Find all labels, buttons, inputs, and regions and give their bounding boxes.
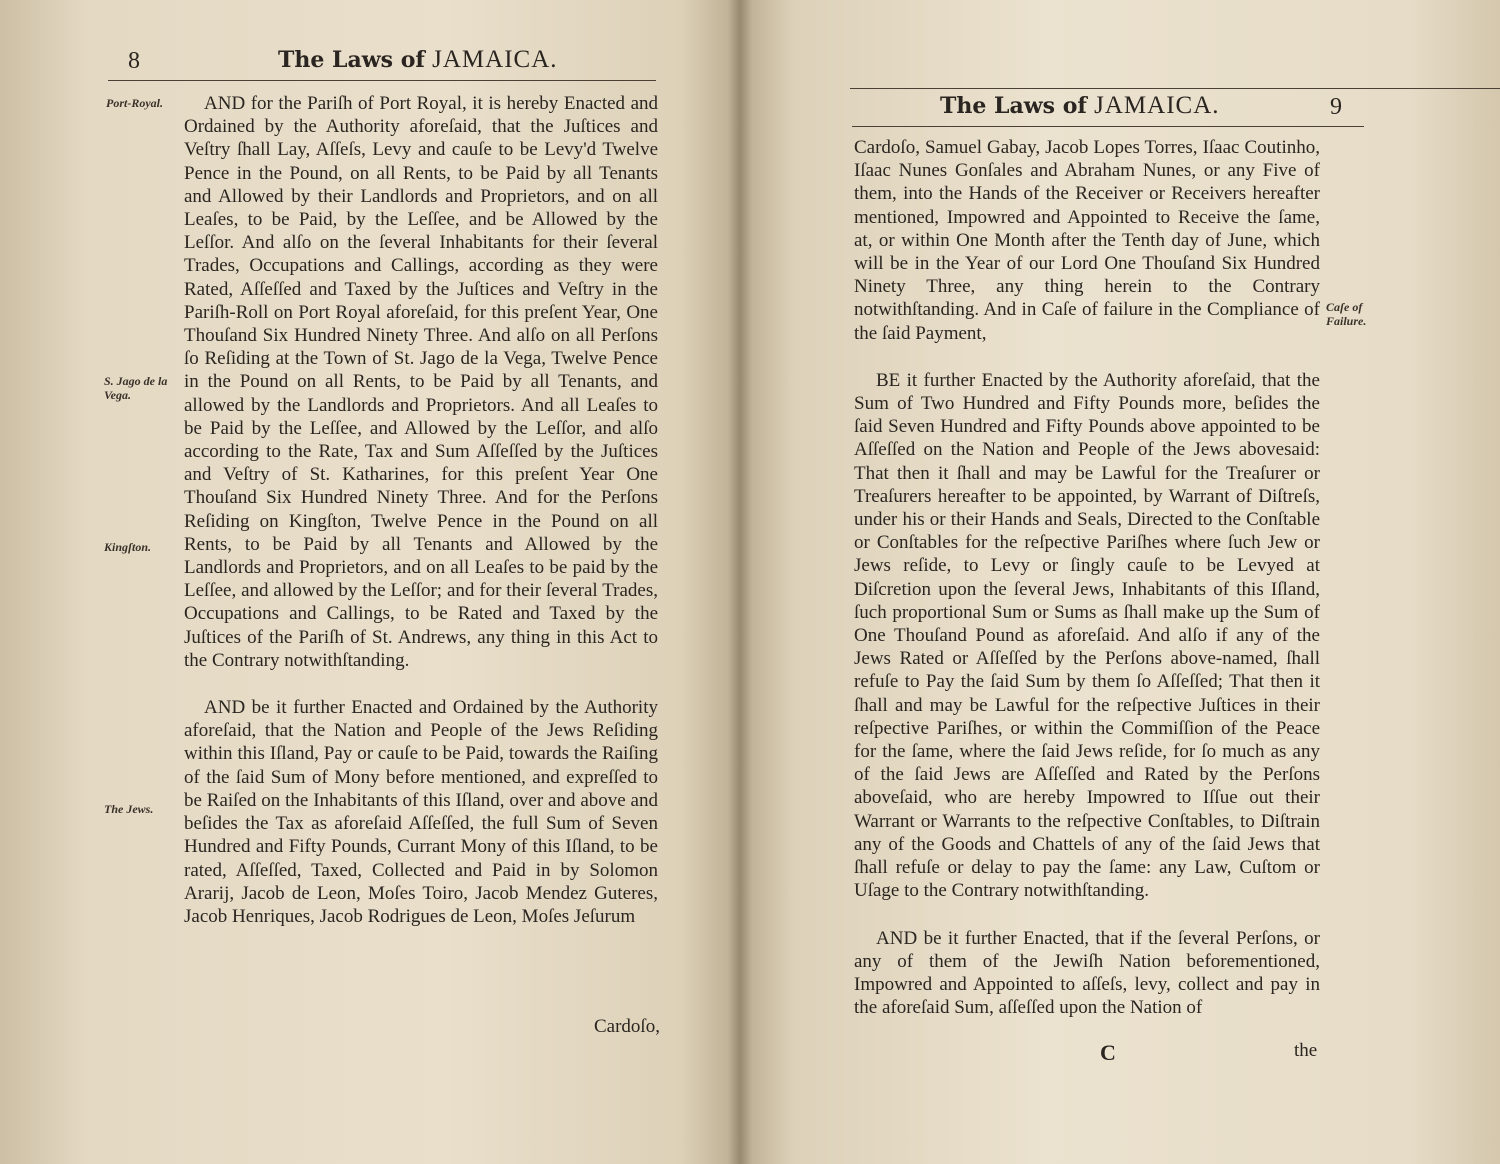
margin-note-case-of-failure: Caſe of Failure. — [1326, 300, 1367, 328]
left-head-rule — [108, 80, 656, 81]
left-running-title — [278, 46, 558, 74]
signature-mark: C — [1100, 1040, 1116, 1065]
left-paragraph: AND for the Pariſh of Port Royal, it is hereby Enacted and Ordained by the Authority aforeſaid, that the Juſtices and Veſtry ſhall Lay, Aſſeſs, Levy and cauſe to be Levy'd Twelve Pence in the Pound, on all Rents, to be Paid by all Tenants and Allowed by their Landlords and Proprietors, and on all Leaſes, to be Paid, by the Leſſee, and be Allowed by the Leſſor. And alſo on the ſeveral Inhabitants for their ſeveral Trades, Occupations and Callings, according as they were Rated, Aſſeſſed and Taxed by the Juſtices and Veſtry in the Pariſh-Roll on Port Royal aforeſaid, for this preſent Year, One Thouſand Six Hundred Ninety Three. And alſo on all Perſons ſo Reſiding at the Town of St. Jago de la Vega, Twelve Pence in the Pound on all Rents, to be Paid by all Tenants, and allowed by the Landlords and Proprietors. And all Leaſes to be Paid by the Leſſee, and Allowed by the Leſſor, and alſo according to the Rate, Tax and Sum Aſſeſſed by the Juſtices and Veſtry of St. Katharines, for this preſent Year One Thouſand Six Hundred Ninety Three. And for the Perſons Reſiding on Kingſton, Twelve Pence in the Pound on all Rents, to be Paid by all Tenants and Allowed by the Landlords and Proprietors, and on all Leaſes to be paid by the Leſſee, and allowed by the Leſſor; and for their ſeveral Trades, Occupations and Callings, to be Rated and Taxed by the Juſtices of the Pariſh of St. Andrews, any thing in this Act to the Contrary notwithſtanding. — [184, 93, 658, 671]
left-catchword: Cardoſo, — [594, 1016, 660, 1037]
left-title-blackletter: The Laws of — [278, 47, 425, 73]
right-top-rule — [850, 88, 1500, 89]
margin-note-the-jews: The Jews. — [104, 802, 154, 816]
right-paragraph: BE it further Enacted by the Authority aforeſaid, that the Sum of Two Hundred and Fifty Pounds more, beſides the ſaid Seven Hundred and Fifty Pounds above appointed to be Aſſeſſed on the Nation and People of the Jews abovesaid: That then it ſhall and may be Lawful for the Treaſurer or Treaſurers hereafter to be appointed, by Warrant of Diſtreſs, under his or their Hands and Seals, Directed to the Conſtable or Conſtables for the reſpective Pariſhes where ſuch Jew or Jews reſide, to Levy or ſingly cauſe to be Levyed at Diſcretion upon the ſeveral Jews, Inhabitants of this Iſland, ſuch proportional Sum or Sums as ſhall make up the Sum of One Thouſand Pound as aforeſaid. And alſo if any of the Jews Rated or Aſſeſſed by the Perſons above-named, ſhall refuſe to Pay the ſaid Sum by them ſo Aſſeſſed; That then it ſhall and may be Lawful for the reſpective Juſtices in their reſpective Pariſhes, or within the Commiſſion of the Peace for the ſame, where the ſaid Jews reſide, for ſo much as any of the ſaid Jews are Aſſeſſed and Rated by the Perſons aboveſaid, who are hereby Impowred to Iſſue out their Warrant or Warrants to the reſpective Conſtables, to Diſtrain any of the Goods and Chattels of any of the ſaid Jews that ſhall refuſe or delay to pay the ſame: any Law, Cuſtom or Uſage to the Contrary notwithſtanding. — [854, 369, 1320, 902]
left-page-number: 8 — [128, 48, 140, 74]
right-title-caps: JAMAICA. — [1094, 92, 1220, 119]
book-gutter — [728, 0, 752, 1164]
right-running-title — [940, 92, 1220, 120]
margin-note-kingston: Kingſton. — [104, 540, 152, 554]
right-title-blackletter: The Laws of — [940, 93, 1087, 119]
right-body-text — [854, 136, 1320, 1019]
left-title-caps: JAMAICA. — [432, 46, 558, 73]
right-page — [740, 0, 1500, 1164]
left-page — [0, 0, 740, 1164]
right-paragraph: AND be it further Enacted, that if the ſeveral Perſons, or any of them of the Jewiſh Nation beforementioned, Impowred and Appointed to aſſeſs, levy, collect and pay in the aforeſaid Sum, aſſeſſed upon the Nation of — [854, 927, 1320, 1019]
right-catchword: the — [1294, 1040, 1318, 1061]
right-page-number: 9 — [1330, 94, 1342, 120]
left-paragraph: AND be it further Enacted and Ordained by the Authority aforeſaid, that the Nation and People of the Jews Reſiding within this Iſland, Pay or cauſe to be Paid, towards the Raiſing of the ſaid Sum of Mony before mentioned, and expreſſed to be Raiſed on the Inhabitants of this Iſland, over and above and beſides the Tax as aforeſaid Aſſeſſed, the full Sum of Seven Hundred and Fifty Pounds, Currant Mony of this Iſland, to be rated, Aſſeſſed, Taxed, Collected and Paid in by Solomon Ararij, Jacob de Leon, Moſes Toiro, Jacob Mendez Guteres, Jacob Henriques, Jacob Rodrigues de Leon, Moſes Jeſurum — [184, 697, 658, 927]
margin-note-jago-de-la-vega: S. Jago de la Vega. — [104, 374, 168, 402]
left-body-text — [184, 92, 658, 928]
right-head-rule — [852, 126, 1364, 127]
margin-note-port-royal: Port-Royal. — [106, 96, 163, 110]
right-paragraph: Cardoſo, Samuel Gabay, Jacob Lopes Torres, Iſaac Coutinho, Iſaac Nunes Gonſales and Abraham Nunes, or any Five of them, into the Hands of the Receiver or Receivers hereafter mentioned, Impowred and Appointed to Receive the ſame, at, or within One Month after the Tenth day of June, which will be in the Year of our Lord One Thouſand Six Hundred Ninety Three, any thing herein to the Contrary notwithſtanding. And in Caſe of failure in the Compliance of the ſaid Payment, — [854, 137, 1320, 344]
